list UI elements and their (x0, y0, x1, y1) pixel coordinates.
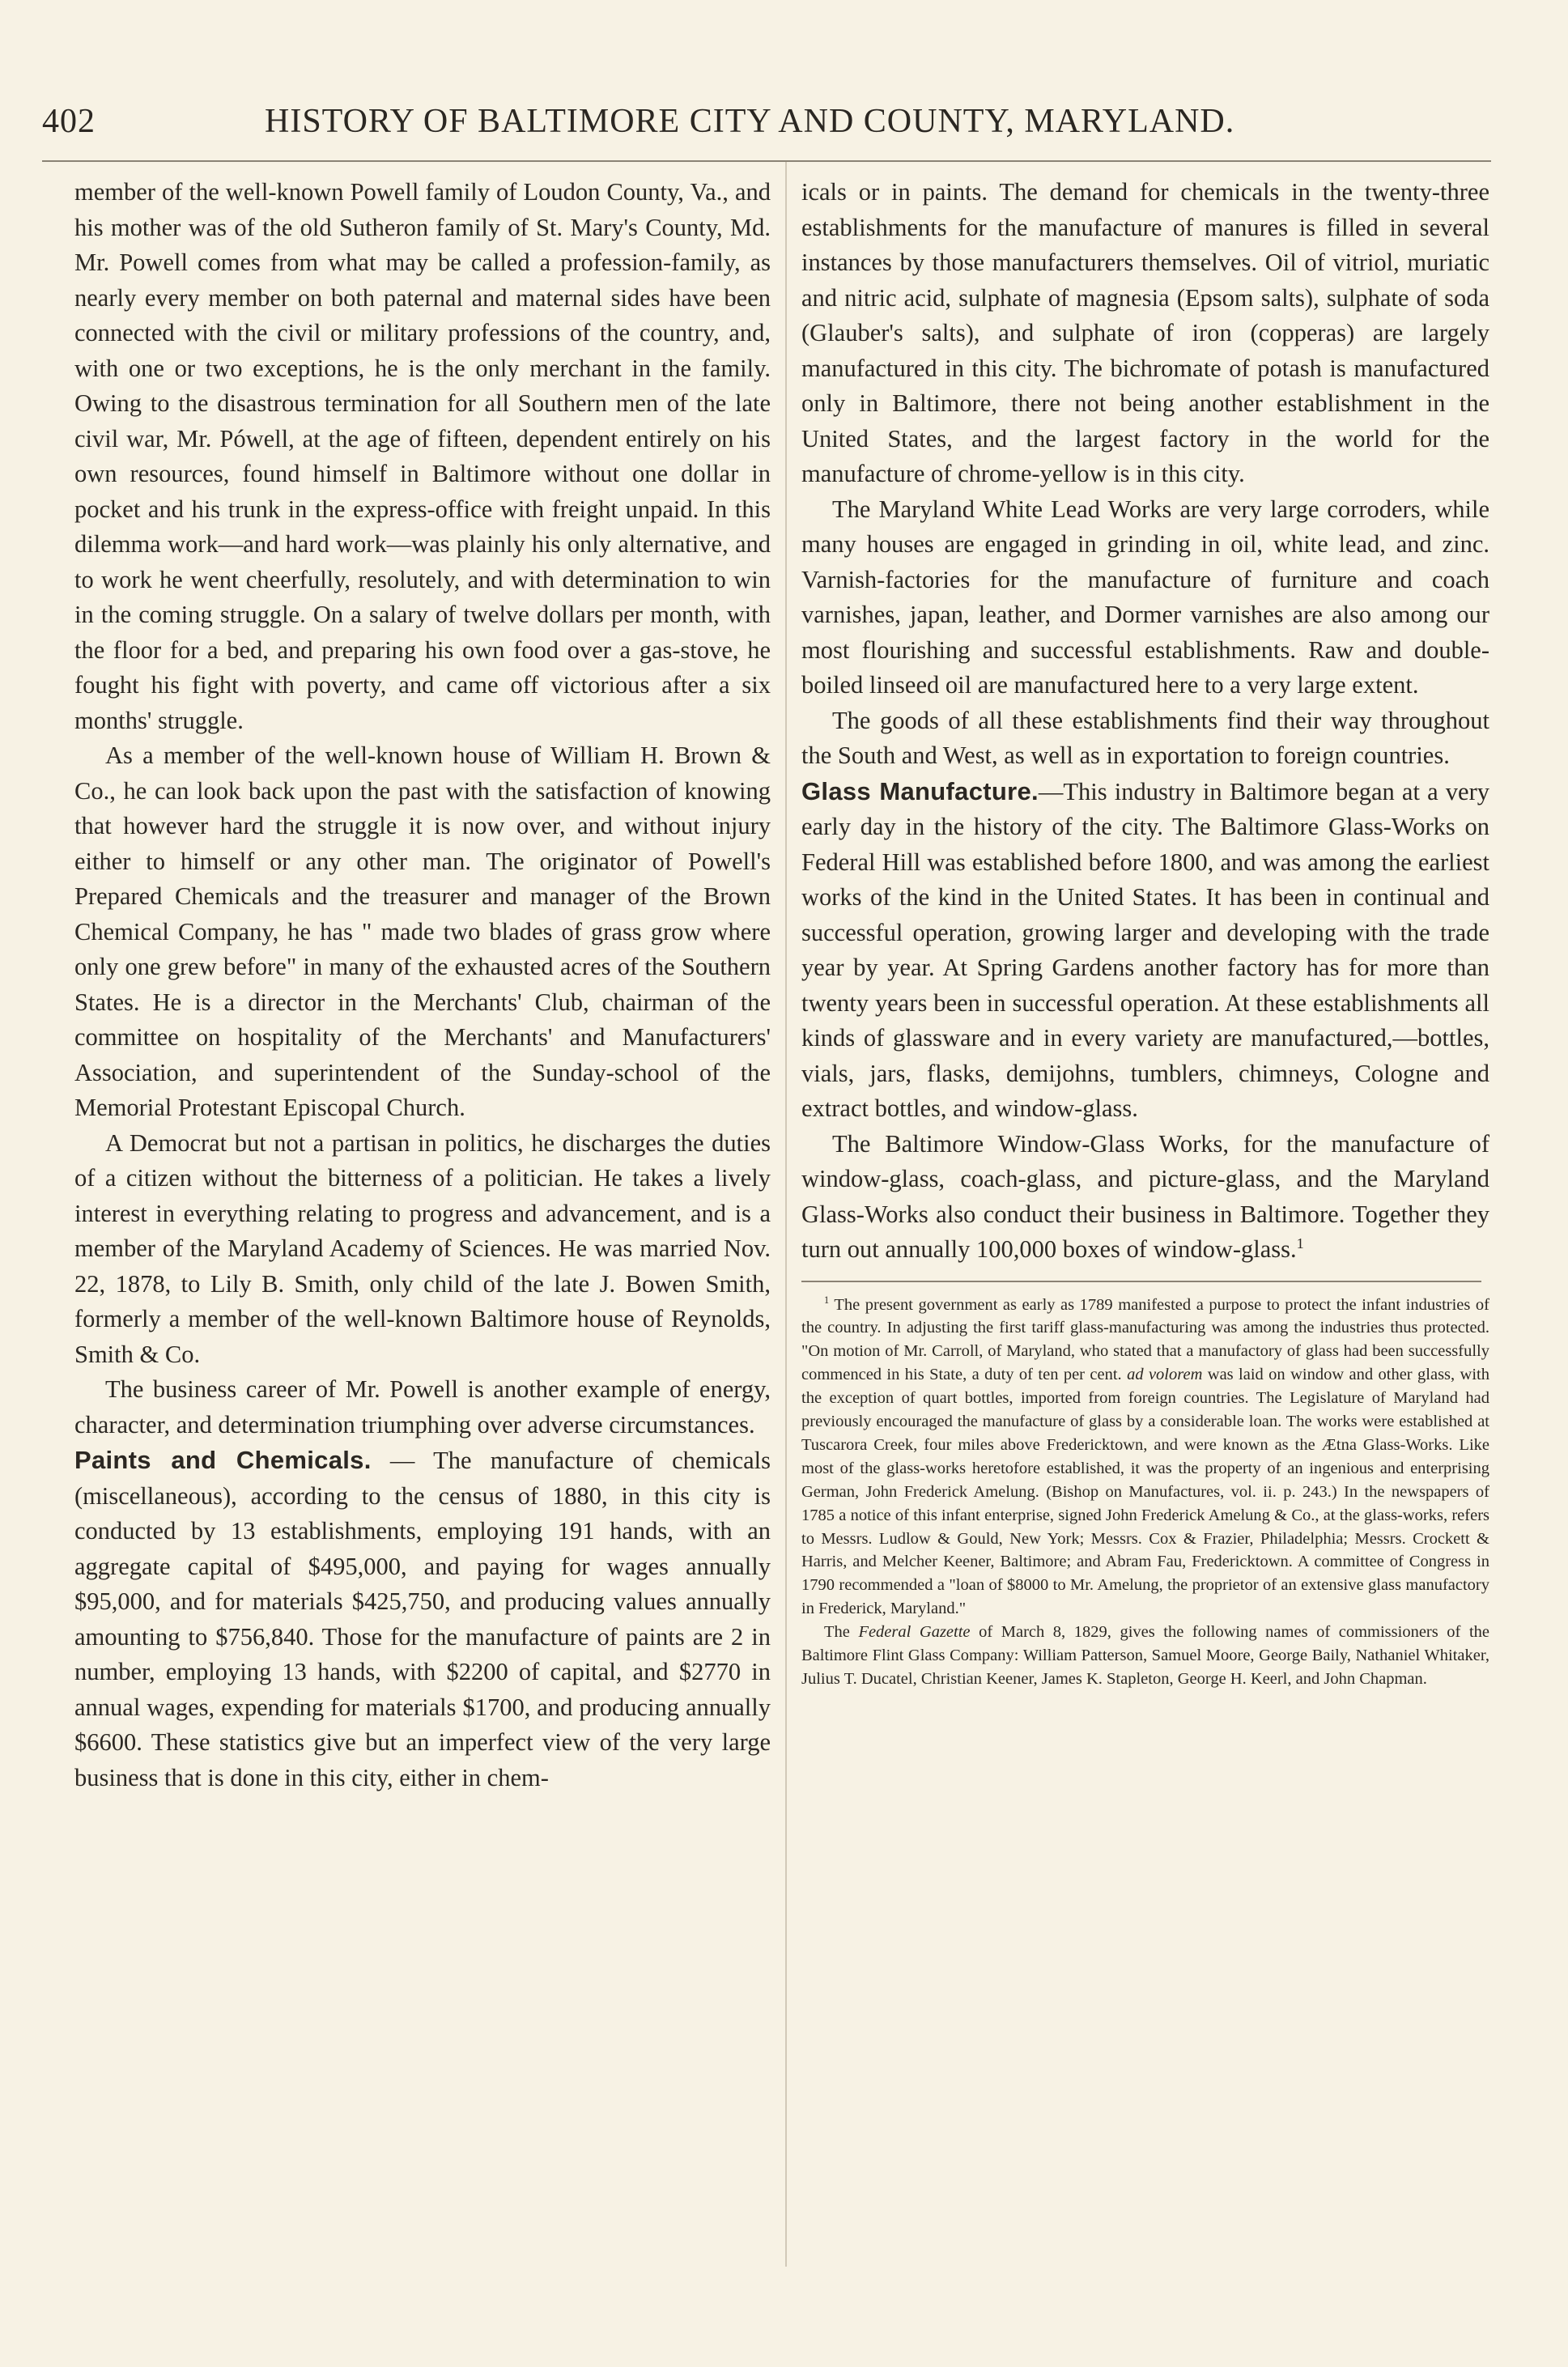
page-number: 402 (42, 103, 96, 140)
paragraph: icals or in paints. The demand for chemicals in the twenty-three establishments for the manufacture of manures is filled in several instances by those manufacturers themselves. Oil of vitriol, muriatic and nitric acid, sulphate of magnesia (Epsom salts), sulphate of soda (Glauber's salts), and sulphate of iron (copperas) are largely manufactured in this city. The bichromate of potash is manufactured only in Baltimore, there not being another establishment in the United States, and the largest factory in the world for the manufacture of chrome-yellow is in this city. (801, 178, 1489, 487)
footnote-italic: Federal Gazette (858, 1623, 971, 1642)
footnote-reference: 1 (1296, 1234, 1304, 1251)
paragraph-text: — The manufacture of chemicals (miscellaneous), according to the census of 1880, in this city is conducted by 13 establishments, employing 191 hands, with an aggregate capital of $495,000, and paying for wages annually $95,000, and for materials $425,750, and producing values annually amounting to $756,840. Those for the manufacture of paints are 2 in number, employing 13 hands, with $2200 of capital, and $2770 in annual wages, expending for materials $1700, and producing annually $6600. These statistics give but an imperfect view of the very large business that is done in this city, either in chem- (74, 1447, 771, 1791)
footnote-text: was laid on window and other glass, with the exception of quart bottles, imported from foreign countries. The Legislature of Maryland had previously encouraged the manufacture of glass by a considerable loan. The works were established at Tuscarora Creek, four miles above Fredericktown, and were known as the Ætna Glass-Works. Like most of the glass-works heretofore established, it was the property of an ingenious and enterprising German, John Frederick Amelung. (Bishop on Manufactures, vol. ii. p. 243.) In the newspapers of 1785 a notice of this infant enterprise, signed John Frederick Amelung & Co., at the glass-works, refers to Messrs. Ludlow & Gould, New York; Messrs. Cox & Frazier, Philadelphia; Messrs. Crockett & Harris, and Melcher Keener, Baltimore; and Abram Fau, Fredericktown. A committee of Congress in 1790 recommended a "loan of $8000 to Mr. Amelung, the proprietor of an extensive glass manufactory in Frederick, Maryland." (801, 1366, 1489, 1618)
footnote-text: of March 8, 1829, gives the following names of commissioners of the Baltimore Flint Glass Company: William Patterson, Samuel Moore, George Baily, Nathaniel Whitaker, Julius T. Ducatel, Christian Keener, James K. Stapleton, George H. Keerl, and John Chapman. (801, 1623, 1489, 1688)
section-heading-paints: Paints and Chemicals. (74, 1446, 372, 1474)
paragraph (801, 1127, 1489, 1268)
right-column (801, 175, 1489, 1691)
footnote-marker: 1 (824, 1294, 830, 1306)
running-header (42, 96, 1491, 146)
footnote-italic: ad volorem (1127, 1366, 1203, 1384)
footnote-text: The (824, 1623, 859, 1642)
section-heading-glass: Glass Manufacture. (801, 776, 1039, 805)
paragraph: member of the well-known Powell family of Loudon County, Va., and his mother was of the old Sutheron family of St. Mary's County, Md. Mr. Powell comes from what may be called a profession-family, as nearly every member on both paternal and maternal sides have been connected with the civil or military professions of the country, and, with one or two exceptions, he is the only merchant in the family. Owing to the disastrous termination for all Southern men of the late civil war, Mr. Pówell, at the age of fifteen, dependent entirely on his own resources, found himself in Baltimore without one dollar in pocket and his trunk in the express-office with freight unpaid. In this dilemma work—and hard work—was plainly his only alternative, and to work he went cheerfully, resolutely, and with determination to win in the coming struggle. On a salary of twelve dollars per month, with the floor for a bed, and preparing his own food over a gas-stove, he fought his fight with poverty, and came off victorious after a six months' struggle. (74, 178, 771, 734)
column-divider (785, 162, 787, 2267)
paragraph-text: —This industry in Baltimore began at a very early day in the history of the city. The Baltimore Glass-Works on Federal Hill was established before 1800, and was among the earliest works of the kind in the United States. It has been in continual and successful operation, growing larger and developing with the trade year by year. At Spring Gardens another factory has for more than twenty years been in successful operation. At these establishments all kinds of glassware and in every variety are manufactured,—bottles, vials, jars, flasks, demijohns, tumblers, chimneys, Cologne and extract bottles, and window-glass. (801, 777, 1489, 1122)
footnote (801, 1621, 1489, 1691)
paragraph (74, 1443, 771, 1795)
paragraph-text: The Baltimore Window-Glass Works, for the manufacture of window-glass, coach-glass, and picture-glass, and the Maryland Glass-Works also conduct their business in Baltimore. Together they turn out annually 100,000 boxes of window-glass. (801, 1129, 1489, 1263)
paragraph: The goods of all these establishments find their way throughout the South and West, as well as in exportation to foreign countries. (801, 706, 1489, 769)
left-column (74, 175, 771, 1795)
running-title: HISTORY OF BALTIMORE CITY AND COUNTY, MARYLAND. (265, 103, 1235, 140)
footnote (801, 1294, 1489, 1621)
footnote-rule (801, 1281, 1481, 1282)
paragraph: A Democrat but not a partisan in politics, he discharges the duties of a citizen without the bitterness of a politician. He takes a lively interest in everything relating to progress and advancement, and is a member of the Maryland Academy of Sciences. He was married Nov. 22, 1878, to Lily B. Smith, only child of the late J. Bowen Smith, formerly a member of the well-known Baltimore house of Reynolds, Smith & Co. (74, 1128, 771, 1368)
header-rule (42, 160, 1491, 162)
footnote-text: The present government as early as 1789 manifested a purpose to protect the infant industries of the country. In adjusting the first tariff glass-manufacturing was among the industries thus protected. "On motion of Mr. Carroll, of Maryland, who stated that a manufactory of glass had been successfully commenced in his State, a duty of ten per cent. (801, 1295, 1489, 1384)
paragraph: As a member of the well-known house of William H. Brown & Co., he can look back upon the past with the satisfaction of knowing that however hard the struggle it is now over, and without injury either to himself or any other man. The originator of Powell's Prepared Chemicals and the treasurer and manager of the Brown Chemical Company, he has " made two blades of grass grow where only one grew before" in many of the exhausted acres of the Southern States. He is a director in the Merchants' Club, chairman of the committee on hospitality of the Merchants' and Manufacturers' Association, and superintendent of the Sunday-school of the Memorial Protestant Episcopal Church. (74, 742, 771, 1121)
paragraph (801, 774, 1489, 1127)
paragraph: The business career of Mr. Powell is another example of energy, character, and determination triumphing over adverse circumstances. (74, 1375, 771, 1438)
paragraph: The Maryland White Lead Works are very large corroders, while many houses are engaged in grinding in oil, white lead, and zinc. Varnish-factories for the manufacture of furniture and coach varnishes, japan, leather, and Dormer varnishes are also among our most flourishing and successful establishments. Raw and double-boiled linseed oil are manufactured here to a very large extent. (801, 495, 1489, 699)
